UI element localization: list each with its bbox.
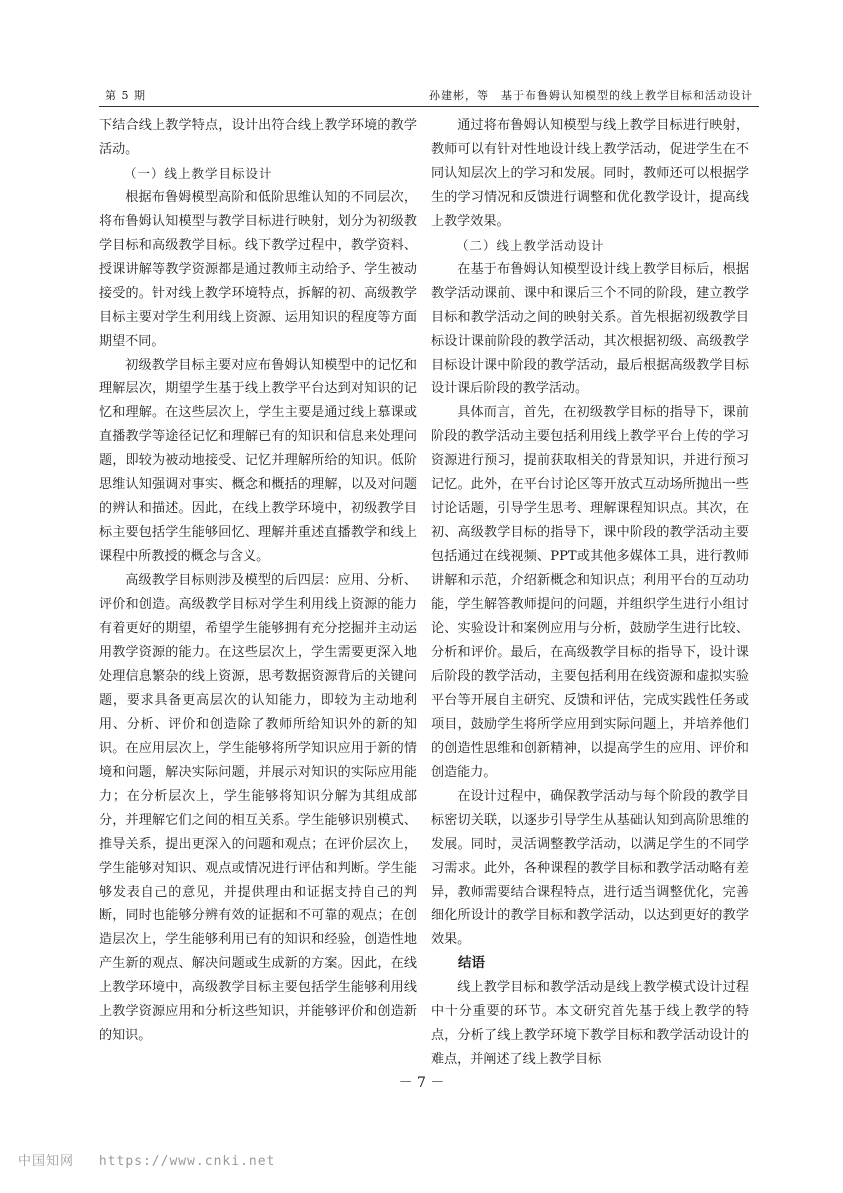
cnki-watermark — [18, 1150, 275, 1169]
paragraph: 具体而言，首先，在初级教学目标的指导下，课前阶段的教学活动主要包括利用线上教学平台上传的学习资源进行预习，提前获取相关的背景知识，并进行预习记忆。此外，在平台讨论区等开放式互动场所抛出一些讨论话题，引导学生思考、理解课程知识点。其次，在初、高级教学目标的指导下，课中阶段的教学活动主要包括通过在线视频、PPT或其他多媒体工具，进行教师讲解和示范，介绍新概念和知识点；利用平台的互动功能，学生解答教师提问的问题，并组织学生进行小组讨论、实验设计和案例应用与分析，鼓励学生进行比较、分析和评价。最后，在高级教学目标的指导下，设计课后阶段的教学活动，主要包括利用在线资源和虚拟实验平台等开展自主研究、反馈和评估，完成实践性任务或项目，鼓励学生将所学应用到实际问题上，并培养他们的创造性思维和创新精神，以提高学生的应用、评价和创造能力。 — [431, 405, 749, 780]
watermark-url: https://www.cnki.net — [98, 1154, 276, 1169]
paragraph: 在设计过程中，确保教学活动与每个阶段的教学目标密切关联，以逐步引导学生从基础认知到高阶思维的发展。同时，灵活调整教学活动，以满足学生的不同学习需求。此外，各种课程的教学目标和教学活动略有差异，教师需要结合课程特点，进行适当调整优化，完善细化所设计的教学目标和教学活动，以达到更好的教学效果。 — [431, 788, 749, 948]
left-column — [99, 114, 417, 1048]
issue-number: 第 5 期 — [105, 89, 146, 102]
section-heading: （一）线上教学目标设计 — [124, 165, 273, 181]
paragraph: 通过将布鲁姆认知模型与线上教学目标进行映射，教师可以有针对性地设计线上教学活动，促进学生在不同认知层次上的学习和发展。同时，教师还可以根据学生的学习情况和反馈进行调整和优化教学设计，提高线上教学效果。 — [431, 118, 749, 229]
section-heading: （二）线上教学活动设计 — [456, 237, 605, 253]
page-number: － 7 － — [398, 1075, 445, 1091]
right-column — [431, 114, 749, 1072]
running-header — [99, 84, 759, 106]
running-title: 孙建彬，等 基于布鲁姆认知模型的线上教学目标和活动设计 — [429, 89, 753, 102]
section-heading: 结语 — [458, 955, 485, 972]
paragraph: 下结合线上教学特点，设计出符合线上教学环境的教学活动。 — [99, 118, 417, 157]
paragraph: 高级教学目标则涉及模型的后四层：应用、分析、评价和创造。高级教学目标对学生利用线上资源的能力有着更好的期望，希望学生能够拥有充分挖掘并主动运用教学资源的能力。在这些层次上，学生需要更深入地处理信息繁杂的线上资源，思考数据资源背后的关键问题，要求具备更高层次的认知能力，即较为主动地利用、分析、评价和创造除了教师所给知识外的新的知识。在应用层次上，学生能够将所学知识应用于新的情境和问题，解决实际问题，并展示对知识的实际应用能力；在分析层次上，学生能够将知识分解为其组成部分，并理解它们之间的相互关系。学生能够识别模式、推导关系，提出更深入的问题和观点；在评价层次上，学生能够对知识、观点或情况进行评估和判断。学生能够发表自己的意见，并提供理由和证据支持自己的判断，同时也能够分辨有效的证据和不可靠的观点；在创造层次上，学生能够利用已有的知识和经验，创造性地产生新的观点、解决问题或生成新的方案。因此，在线上教学环境中，高级教学目标主要包括学生能够利用线上教学资源应用和分析这些知识，并能够评价和创造新的知识。 — [99, 573, 417, 1044]
watermark-name: 中国知网 — [18, 1154, 75, 1169]
header-rule — [99, 106, 759, 107]
paragraph: 在基于布鲁姆认知模型设计线上教学目标后，根据教学活动课前、课中和课后三个不同的阶段，建立教学目标和教学活动之间的映射关系。首先根据初级教学目标设计课前阶段的教学活动，其次根据初级、高级教学目标设计课中阶段的教学活动，最后根据高级教学目标设计课后阶段的教学活动。 — [431, 261, 749, 397]
paragraph: 根据布鲁姆模型高阶和低阶思维认知的不同层次，将布鲁姆认知模型与教学目标进行映射，划分为初级教学目标和高级教学目标。线下教学过程中，教学资料、授课讲解等教学资源都是通过教师主动给予、学生被动接受的。针对线上教学环境特点，拆解的初、高级教学目标主要对学生利用线上资源、运用知识的程度等方面期望不同。 — [99, 189, 417, 349]
paragraph: 线上教学目标和教学活动是线上教学模式设计过程中十分重要的环节。本文研究首先基于线上教学的特点，分析了线上教学环境下教学目标和教学活动设计的难点，并阐述了线上教学目标 — [431, 980, 749, 1068]
paragraph: 初级教学目标主要对应布鲁姆认知模型中的记忆和理解层次，期望学生基于线上教学平台达到对知识的记忆和理解。在这些层次上，学生主要是通过线上慕课或直播教学等途径记忆和理解已有的知识和信息来处理问题，即较为被动地接受、记忆并理解所给的知识。低阶思维认知强调对事实、概念和概括的理解，以及对问题的辨认和描述。因此，在线上教学环境中，初级教学目标主要包括学生能够回忆、理解并重述直播教学和线上课程中所教授的概念与含义。 — [99, 357, 417, 565]
